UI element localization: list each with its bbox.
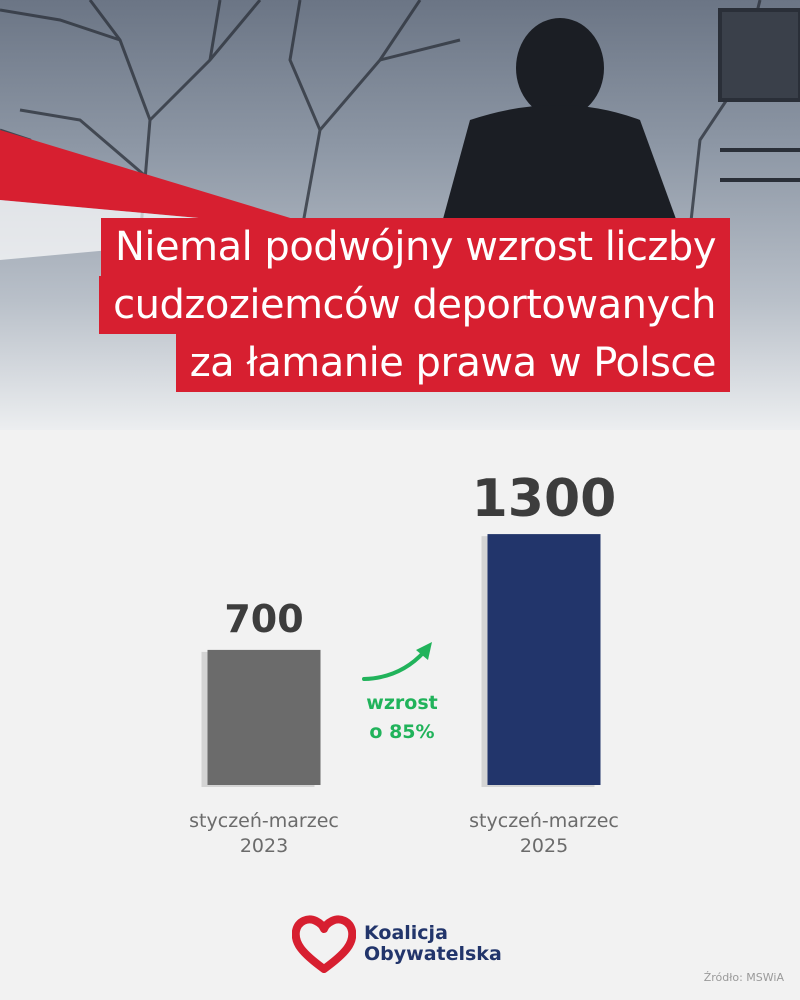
hooded-figure <box>440 18 680 230</box>
bar-chart <box>0 430 800 870</box>
growth-label-line-1: wzrost <box>366 692 438 714</box>
headline <box>99 218 730 392</box>
bar-value-label-1: 700 <box>224 596 304 641</box>
building-balcony <box>720 10 800 180</box>
headline-line-2: cudzoziemców deportowanych <box>99 276 730 334</box>
headline-line-1: Niemal podwójny wzrost liczby <box>101 218 730 276</box>
headline-line-3: za łamanie prawa w Polsce <box>176 334 730 392</box>
category-label-2-line-1: styczeń-marzec <box>469 810 619 832</box>
category-label-1-line-1: styczeń-marzec <box>189 810 339 832</box>
bar-value-label-2: 1300 <box>471 469 617 530</box>
brand-logo <box>292 915 502 973</box>
source-note: Źródło: MSWiA <box>703 971 784 984</box>
growth-arrow-icon <box>364 652 424 679</box>
bar-1 <box>208 650 321 785</box>
logo-line-1: Koalicja <box>364 922 448 944</box>
category-label-2-line-2: 2025 <box>519 835 569 857</box>
category-label-1-line-2: 2023 <box>239 835 289 857</box>
growth-label-line-2: o 85% <box>369 721 435 743</box>
heart-icon <box>292 915 356 973</box>
bar-2 <box>488 534 601 785</box>
logo-line-2: Obywatelska <box>364 943 502 965</box>
